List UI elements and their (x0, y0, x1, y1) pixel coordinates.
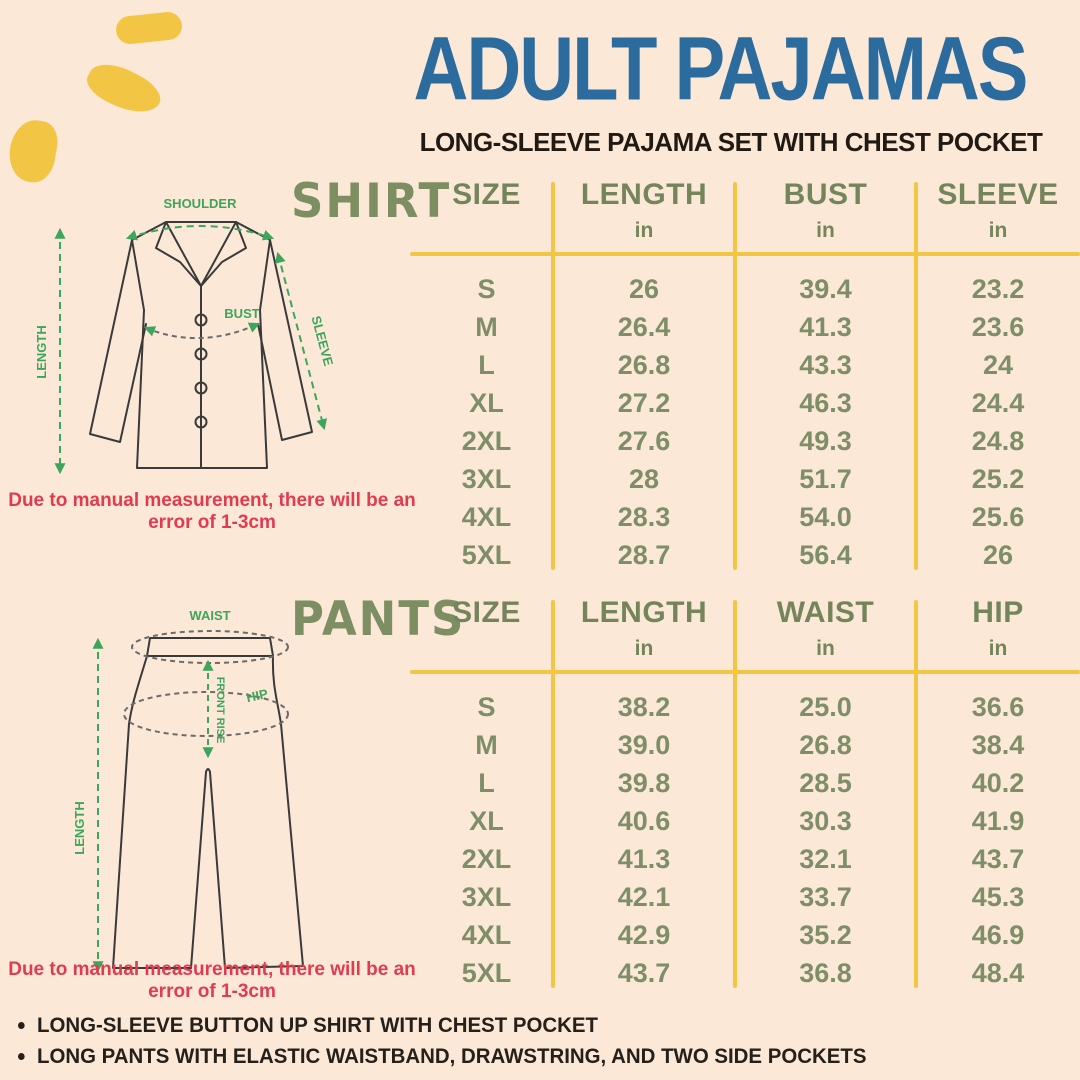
value-cell: 56.4 (799, 539, 852, 570)
paint-blob-icon (115, 11, 184, 46)
value-cell: 46.3 (799, 387, 852, 418)
feature-text: LONG-SLEEVE BUTTON UP SHIRT WITH CHEST POCKET (37, 1013, 598, 1037)
pants-section-label: PANTS (291, 591, 466, 647)
column-header-length: LENGTH (580, 178, 708, 211)
pants-line-drawing (20, 598, 370, 993)
shirt-table-body (420, 270, 1080, 574)
size-cell: 3XL (461, 881, 512, 912)
value-cell: 40.6 (617, 805, 671, 836)
table-row (420, 878, 1080, 916)
unit-label: in (988, 219, 1008, 242)
column-header-length: LENGTH (580, 596, 708, 629)
size-cell: M (475, 311, 498, 342)
value-cell: 38.4 (971, 729, 1025, 760)
value-cell: 39.4 (799, 273, 852, 304)
paint-blob-icon (82, 55, 167, 123)
shirt-section-label: SHIRT (291, 173, 452, 229)
size-cell: L (478, 767, 495, 798)
table-row (420, 270, 1080, 308)
value-cell: 36.6 (971, 691, 1025, 722)
table-row (420, 840, 1080, 878)
table-row (420, 422, 1080, 460)
value-cell: 46.9 (971, 919, 1025, 950)
table-row (420, 460, 1080, 498)
shirt-size-table (420, 178, 1080, 578)
shoulder-label: SHOULDER (163, 196, 237, 211)
size-cell: XL (469, 387, 504, 418)
value-cell: 43.3 (799, 349, 852, 380)
size-cell: 5XL (461, 957, 512, 988)
value-cell: 41.3 (617, 843, 671, 874)
value-cell: 26 (982, 539, 1014, 570)
waist-label: WAIST (189, 608, 231, 623)
value-cell: 30.3 (799, 805, 852, 836)
bullet-icon (18, 1053, 25, 1060)
unit-label: in (988, 637, 1008, 660)
value-cell: 49.3 (799, 425, 852, 456)
pants-measure-arrows (98, 631, 288, 970)
size-cell: S (477, 691, 496, 722)
value-cell: 27.6 (617, 425, 671, 456)
page-subtitle: LONG-SLEEVE PAJAMA SET WITH CHEST POCKET (419, 127, 1043, 157)
size-cell: 4XL (461, 919, 512, 950)
shirt-length-label: LENGTH (34, 325, 49, 379)
size-cell: 2XL (461, 843, 512, 874)
value-cell: 24 (982, 349, 1014, 380)
column-header-waist: WAIST (776, 596, 875, 629)
value-cell: 26.8 (617, 349, 671, 380)
column-header-size: SIZE (452, 596, 521, 629)
value-cell: 45.3 (971, 881, 1025, 912)
sleeve-label: SLEEVE (308, 314, 337, 368)
value-cell: 36.8 (799, 957, 852, 988)
table-row (420, 726, 1080, 764)
shirt-measure-arrows (60, 226, 324, 472)
value-cell: 25.2 (971, 463, 1025, 494)
shirt-table-header (420, 178, 1080, 243)
value-cell: 41.3 (799, 311, 852, 342)
value-cell: 39.0 (617, 729, 671, 760)
table-row (420, 764, 1080, 802)
paint-blob-icon (5, 116, 61, 185)
unit-label: in (816, 637, 835, 660)
pants-length-label: LENGTH (72, 801, 87, 855)
value-cell: 38.2 (617, 691, 671, 722)
table-row (420, 954, 1080, 992)
table-row (420, 498, 1080, 536)
feature-text: LONG PANTS WITH ELASTIC WAISTBAND, DRAWSTRING, AND TWO SIDE POCKETS (37, 1044, 867, 1068)
value-cell: 35.2 (799, 919, 852, 950)
unit-label: in (634, 219, 654, 242)
size-cell: S (477, 273, 496, 304)
pants-size-table (420, 596, 1080, 996)
size-cell: 5XL (461, 539, 512, 570)
feature-item (18, 1010, 866, 1041)
size-cell: M (475, 729, 498, 760)
pants-measurement-note: Due to manual measurement, there will be an error of 1-3cm (8, 959, 416, 1002)
feature-item (18, 1041, 866, 1072)
value-cell: 51.7 (799, 463, 852, 494)
value-cell: 26.8 (799, 729, 852, 760)
value-cell: 33.7 (799, 881, 852, 912)
front-rise-label: FRONT RISE (214, 676, 226, 744)
value-cell: 28.5 (799, 767, 852, 798)
bullet-icon (18, 1022, 25, 1029)
value-cell: 41.9 (971, 805, 1025, 836)
table-row (420, 384, 1080, 422)
value-cell: 48.4 (971, 957, 1025, 988)
column-header-bust: BUST (783, 178, 868, 211)
size-cell: 4XL (461, 501, 512, 532)
bust-label: BUST (224, 306, 260, 321)
value-cell: 23.6 (971, 311, 1025, 342)
value-cell: 54.0 (799, 501, 852, 532)
table-row (420, 688, 1080, 726)
shirt-measurement-note: Due to manual measurement, there will be an error of 1-3cm (8, 490, 416, 533)
shirt-line-drawing (20, 192, 370, 494)
size-cell: XL (469, 805, 504, 836)
table-row (420, 308, 1080, 346)
size-cell: 3XL (461, 463, 512, 494)
column-header-size: SIZE (452, 178, 521, 211)
value-cell: 27.2 (617, 387, 671, 418)
table-row (420, 802, 1080, 840)
value-cell: 28.3 (617, 501, 671, 532)
value-cell: 32.1 (799, 843, 852, 874)
table-row (420, 536, 1080, 574)
pants-table-body (420, 688, 1080, 992)
value-cell: 28.7 (617, 539, 671, 570)
value-cell: 43.7 (617, 957, 671, 988)
table-header-rule (410, 670, 1080, 674)
value-cell: 39.8 (617, 767, 671, 798)
value-cell: 42.1 (617, 881, 671, 912)
table-row (420, 346, 1080, 384)
value-cell: 40.2 (971, 767, 1025, 798)
column-header-sleeve: SLEEVE (937, 178, 1059, 211)
table-row (420, 916, 1080, 954)
pants-table-header (420, 596, 1080, 661)
unit-label: in (816, 219, 835, 242)
value-cell: 28 (628, 463, 660, 494)
value-cell: 24.4 (971, 387, 1025, 418)
size-cell: 2XL (461, 425, 512, 456)
column-header-hip: HIP (972, 596, 1024, 629)
value-cell: 24.8 (971, 425, 1025, 456)
value-cell: 23.2 (971, 273, 1025, 304)
product-features (18, 1010, 911, 1072)
size-cell: L (478, 349, 495, 380)
hip-label: HIP (244, 686, 270, 706)
page-title: ADULT PAJAMAS (413, 19, 1027, 120)
value-cell: 42.9 (617, 919, 671, 950)
value-cell: 25.6 (971, 501, 1025, 532)
value-cell: 25.0 (799, 691, 852, 722)
unit-label: in (634, 637, 654, 660)
value-cell: 43.7 (971, 843, 1025, 874)
value-cell: 26.4 (617, 311, 671, 342)
value-cell: 26 (628, 273, 660, 304)
table-header-rule (410, 252, 1080, 256)
